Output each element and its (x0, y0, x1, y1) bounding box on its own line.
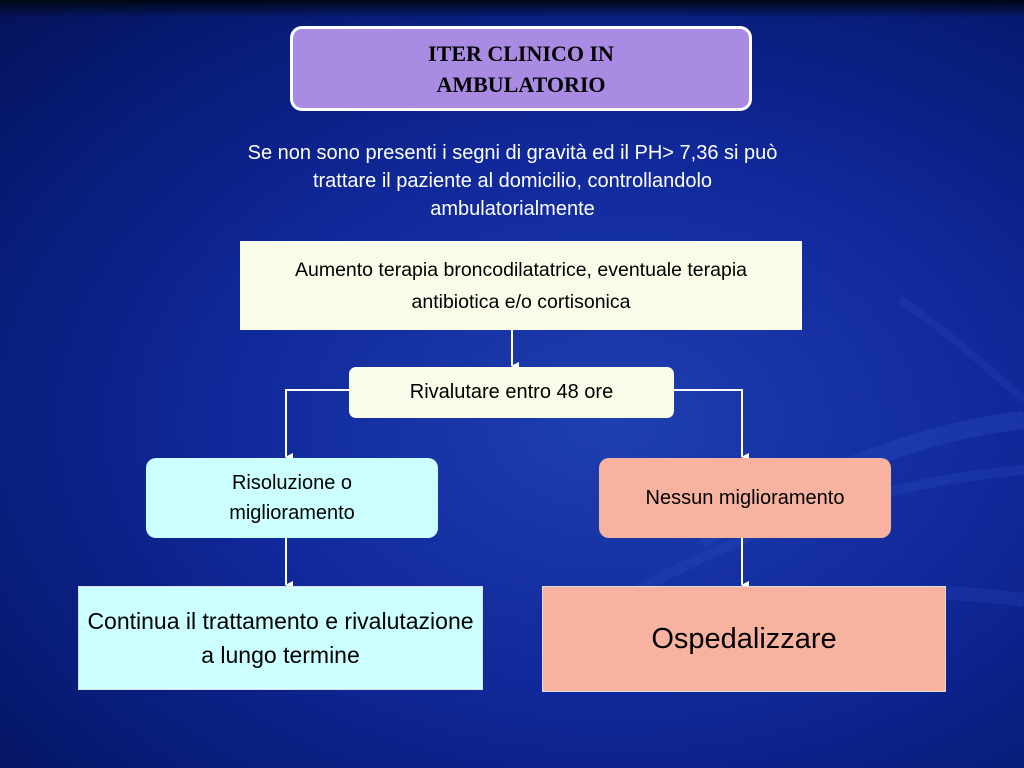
node-reassess (349, 367, 674, 418)
diagram-title (290, 26, 752, 111)
node-therapy (240, 241, 802, 330)
node-resolution (146, 458, 438, 538)
node-therapy-text: Aumento terapia broncodilatatrice, eventuale terapia antibiotica e/o cortisonica (294, 258, 748, 313)
node-continue-treatment-text: Continua il trattamento e rivalutazione a lungo termine (87, 608, 474, 668)
node-continue-treatment (78, 586, 483, 690)
intro-text: Se non sono presenti i segni di gravità ed il PH> 7,36 si può trattare il paziente al domicilio, controllandolo ambulatorialmente (247, 142, 778, 220)
node-no-improvement (599, 458, 891, 538)
node-resolution-text: Risoluzione o miglioramento (229, 472, 355, 524)
node-hospitalize (542, 586, 946, 692)
node-reassess-text: Rivalutare entro 48 ore (409, 381, 614, 403)
node-hospitalize-text: Ospedalizzare (651, 622, 837, 655)
node-no-improvement-text: Nessun miglioramento (645, 486, 845, 509)
diagram-title-text: ITER CLINICO IN AMBULATORIO (428, 40, 614, 97)
